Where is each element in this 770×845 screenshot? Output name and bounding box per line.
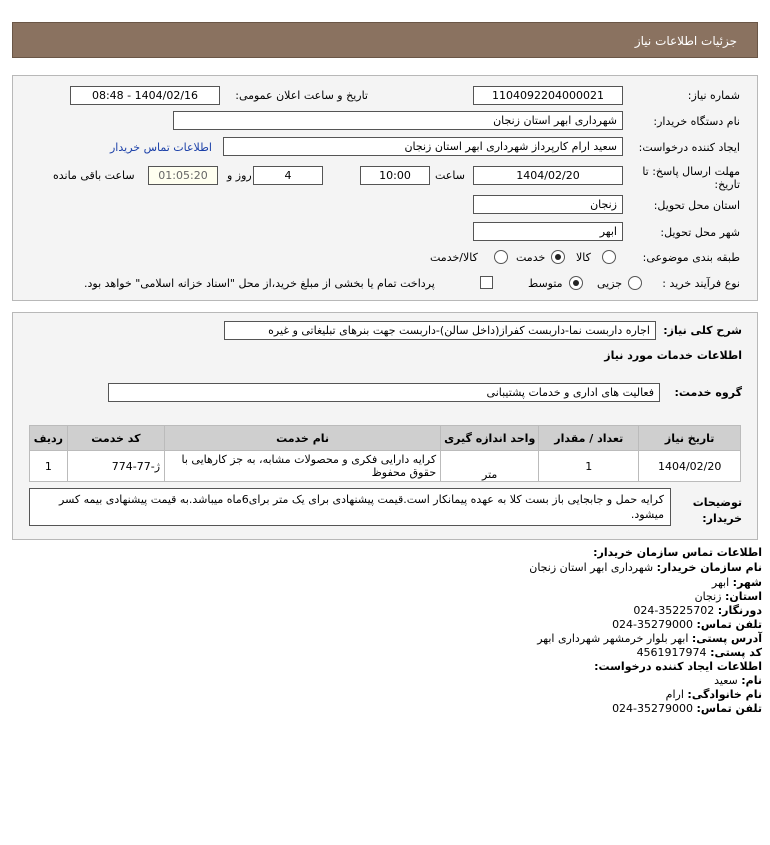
services-table bbox=[29, 425, 741, 482]
need-number-label: شماره نیاز: bbox=[687, 89, 740, 102]
category-goods-service-label: کالا/خدمت bbox=[430, 251, 478, 264]
treasury-payment-checkbox[interactable] bbox=[480, 276, 493, 289]
summary-label: شرح کلی نیاز: bbox=[663, 324, 742, 337]
buyer-notes-label: توضیحات bbox=[692, 496, 742, 509]
deadline-label-date: تاریخ: bbox=[714, 178, 740, 191]
contact-province: استان: زنجان bbox=[694, 590, 762, 603]
contact-fax: دورنگار: 024-35225702 bbox=[633, 604, 762, 617]
treasury-payment-note: پرداخت تمام یا بخشی از مبلغ خرید،از محل "اسناد خزانه اسلامی" خواهد بود. bbox=[84, 277, 435, 290]
services-title: اطلاعات خدمات مورد نیاز bbox=[604, 349, 742, 362]
province-label: استان محل تحویل: bbox=[653, 199, 740, 212]
city-label: شهر محل تحویل: bbox=[660, 226, 740, 239]
contact-phone: تلفن تماس: 024-35279000 bbox=[612, 618, 762, 631]
category-service-label: خدمت bbox=[516, 251, 546, 264]
col-qty-header: تعداد / مقدار bbox=[539, 426, 639, 451]
contact-title: اطلاعات تماس سازمان خریدار: bbox=[593, 546, 762, 559]
buyer-notes-field: کرایه حمل و جابجایی باز بست کلا به عهده پیمانکار است.قیمت پیشنهادی برای یک متر برای6ماه میباشد.به قیمت پیشنهادی بیمه کسر میشود. bbox=[29, 488, 671, 526]
col-code-header: کد خدمت bbox=[67, 426, 164, 451]
process-medium-radio[interactable] bbox=[569, 276, 583, 290]
row-qty: 1 bbox=[539, 451, 639, 482]
contact-city: شهر: ابهر bbox=[711, 576, 762, 589]
row-unit: متر bbox=[441, 451, 539, 482]
deadline-time-label: ساعت bbox=[435, 169, 465, 182]
page-header bbox=[12, 22, 758, 58]
row-service-name: کرایه دارایی فکری و محصولات مشابه، به جز کارهایی با حقوق محفوظ bbox=[165, 451, 441, 482]
col-unit-header: واحد اندازه گیری bbox=[441, 426, 539, 451]
col-date-header: تاریخ نیاز bbox=[639, 426, 741, 451]
process-label: نوع فرآیند خرید : bbox=[662, 277, 740, 290]
need-info-panel bbox=[12, 75, 758, 301]
deadline-time-field[interactable]: 10:00 bbox=[360, 166, 430, 185]
days-label: روز و bbox=[227, 169, 252, 182]
remaining-label: ساعت باقی مانده bbox=[53, 169, 135, 182]
row-service-code: ژ-77-774 bbox=[67, 451, 164, 482]
contact-postal: کد پستی: 4561917974 bbox=[636, 646, 762, 659]
contact-address: آدرس پستی: ابهر بلوار خرمشهر شهرداری ابهر bbox=[537, 632, 762, 645]
creator-title: اطلاعات ایجاد کننده درخواست: bbox=[594, 660, 762, 673]
process-minor-label: جزیی bbox=[597, 277, 623, 290]
creator-first-name: نام: سعید bbox=[714, 674, 762, 687]
buyer-org-label: نام دستگاه خریدار: bbox=[653, 115, 740, 128]
buyer-org-field[interactable]: شهرداری ابهر استان زنجان bbox=[173, 111, 623, 130]
summary-field[interactable]: اجاره داربست نما-داربست کفراز(داخل سالن)-داربست جهت بنرهای تبلیغاتی و غیره bbox=[224, 321, 656, 340]
row-date: 1404/02/20 bbox=[639, 451, 741, 482]
category-goods-radio[interactable] bbox=[602, 250, 616, 264]
deadline-label: مهلت ارسال پاسخ: تا bbox=[642, 165, 740, 178]
process-minor-radio[interactable] bbox=[628, 276, 642, 290]
col-name-header: نام خدمت bbox=[165, 426, 441, 451]
province-field[interactable]: زنجان bbox=[473, 195, 623, 214]
col-row-header: ردیف bbox=[30, 426, 68, 451]
announce-datetime-field[interactable]: 1404/02/16 - 08:48 bbox=[70, 86, 220, 105]
row-index: 1 bbox=[30, 451, 68, 482]
category-goods-label: کالا bbox=[576, 251, 591, 264]
table-header-row bbox=[30, 426, 741, 451]
page-title: جزئیات اطلاعات نیاز bbox=[634, 34, 737, 48]
category-goods-service-radio[interactable] bbox=[494, 250, 508, 264]
contact-org: نام سازمان خریدار: شهرداری ابهر استان زنجان bbox=[529, 561, 762, 574]
category-service-radio[interactable] bbox=[551, 250, 565, 264]
creator-phone: تلفن تماس: 024-35279000 bbox=[612, 702, 762, 715]
deadline-date-field[interactable]: 1404/02/20 bbox=[473, 166, 623, 185]
announce-label: تاریخ و ساعت اعلان عمومی: bbox=[235, 89, 368, 102]
buyer-contact-link[interactable]: اطلاعات تماس خریدار bbox=[110, 141, 212, 154]
creator-last-name: نام خانوادگی: ارام bbox=[665, 688, 762, 701]
remaining-time-field: 01:05:20 bbox=[148, 166, 218, 185]
need-number-field[interactable]: 1104092204000021 bbox=[473, 86, 623, 105]
service-group-label: گروه خدمت: bbox=[674, 386, 742, 399]
creator-field[interactable]: سعید ارام کارپرداز شهرداری ابهر استان زنجان bbox=[223, 137, 623, 156]
service-group-field[interactable]: فعالیت های اداری و خدمات پشتیبانی bbox=[108, 383, 660, 402]
days-field[interactable]: 4 bbox=[253, 166, 323, 185]
category-label: طبقه بندی موضوعی: bbox=[642, 251, 740, 264]
buyer-notes-label-2: خریدار: bbox=[702, 512, 742, 525]
table-row bbox=[30, 451, 741, 482]
city-field[interactable]: ابهر bbox=[473, 222, 623, 241]
process-medium-label: متوسط bbox=[528, 277, 563, 290]
creator-label: ایجاد کننده درخواست: bbox=[638, 141, 740, 154]
